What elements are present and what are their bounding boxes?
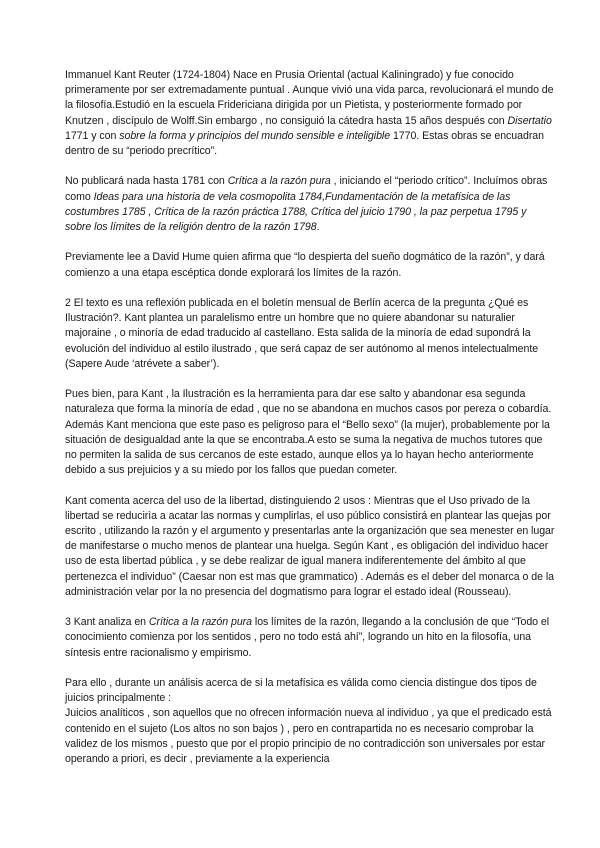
- paragraph-hume: Previamente lee a David Hume quien afirma que “lo despierta del sueño dogmático de la razón”, y dará comienzo a una etapa escéptica donde explorará los límites de la razón.: [65, 251, 545, 279]
- paragraph-critical-period: No publicará nada hasta 1781 con Crítica a la razón pura , iniciando el “periodo crítico”. Incluímos obras como Ideas para una historia de vela cosmopolita 1784,Fundamentación de la metafísica de las costumbres 1785 , Crítica de la razón práctica 1788, Crítica del juicio 1790 , la paz perpetua 1795 y sobre los límites de la religión dentro de la razón 1798.: [65, 175, 548, 234]
- paragraph-illustration-tool: Pues bien, para Kant , la Ilustración es la herramienta para dar ese salto y abandonar esa segunda naturaleza que forma la minoría de edad , que no se abandona en muchos casos por pereza o cobardía. Además Kant menciona que este paso es peligroso para el “Bello sexo” (la mujer), probablemente por la situación de desigualdad ante la que se encontraba.A esto se suma la negativa de muchos tutores que no permiten la salida de sus cercanos de este estado, aunque ellos ya lo hayan hecho anteriormente debido a sus prejuicios y a su miedo por los fallos que puedan cometer.: [65, 388, 552, 477]
- paragraph-freedom-use: Kant comenta acerca del uso de la libertad, distinguiendo 2 usos : Mientras que el Uso privado de la libertad se reducirìa a acatar las normas y cumplirlas, el uso público consistirá en plantear las quejas por escrito , utilizando la razón y el argumento y presentarlas ante la organización que sea menester en lugar de manifestarse o mucho menos de plantear una huelga. Según Kant , es obligación del individuo hacer uso de esta libertad pública , y se debe realizar de igual manera indiferentemente del ámbito al que pertenezca el individuo” (Caesar non est mas que grammatico) . Además es el deber del monarca o de la administración velar por la no presencia del dogmatismo para lograr el estado ideal (Rousseau).: [65, 494, 555, 598]
- paragraph-pure-reason: 3 Kant analiza en Crítica a la razón pura los límites de la razón, llegando a la conclusión de que “Todo el conocimiento comienza por los sentidos , pero no todo está ahí”, logrando un hito en la filosofía, una síntesis entre racionalismo y empirismo.: [65, 616, 550, 659]
- paragraph-judgments-intro: Para ello , durante un análisis acerca de si la metafísica es válida como ciencia distingue dos tipos de juicios principalmente :: [65, 677, 537, 705]
- paragraph-biography: Immanuel Kant Reuter (1724-1804) Nace en Prusia Oriental (actual Kaliningrado) y fue conocido primeramente por ser extremadamente puntual . Aunque vivió una vida parca, revolucionará el mundo de la filosofía.Estudió en la escuela Fridericiana dirigida por un Pietista, y posteriormente formado por Knutzen , discípulo de Wolff.Sin embargo , no consiguió la cátedra hasta 15 años después con Disertatio 1771 y con sobre la forma y principios del mundo sensible e inteligible 1770. Estas obras se encuadran dentro de su “periodo precrítico”.: [65, 69, 554, 158]
- document-page: [65, 68, 555, 767]
- paragraph-analytic-judgments: Juicios analíticos , son aquellos que no ofrecen información nueva al individuo , ya que el predicado está contenido en el sujeto (Los altos no son bajos ) , pero en contrapartida no es necesario comprobar la validez de los mismos , puesto que por el propio principio de no contradicción son universales por estar operando a priori, es decir , previamente a la experiencia: [65, 707, 552, 766]
- paragraph-enlightenment: 2 El texto es una reflexión publicada en el boletín mensual de Berlín acerca de la pregunta ¿Qué es Ilustración?. Kant plantea un paralelismo entre un hombre que no quiere abandonar su naturalier majoraine , o minoría de edad traducido al castellano. Esta salida de la minoría de edad supondrá la evolución del individuo al estilo ilustrado , que será capaz de ser autónomo al menos intelectualmente (Sapere Aude ‘atrévete a saber’).: [65, 297, 539, 370]
